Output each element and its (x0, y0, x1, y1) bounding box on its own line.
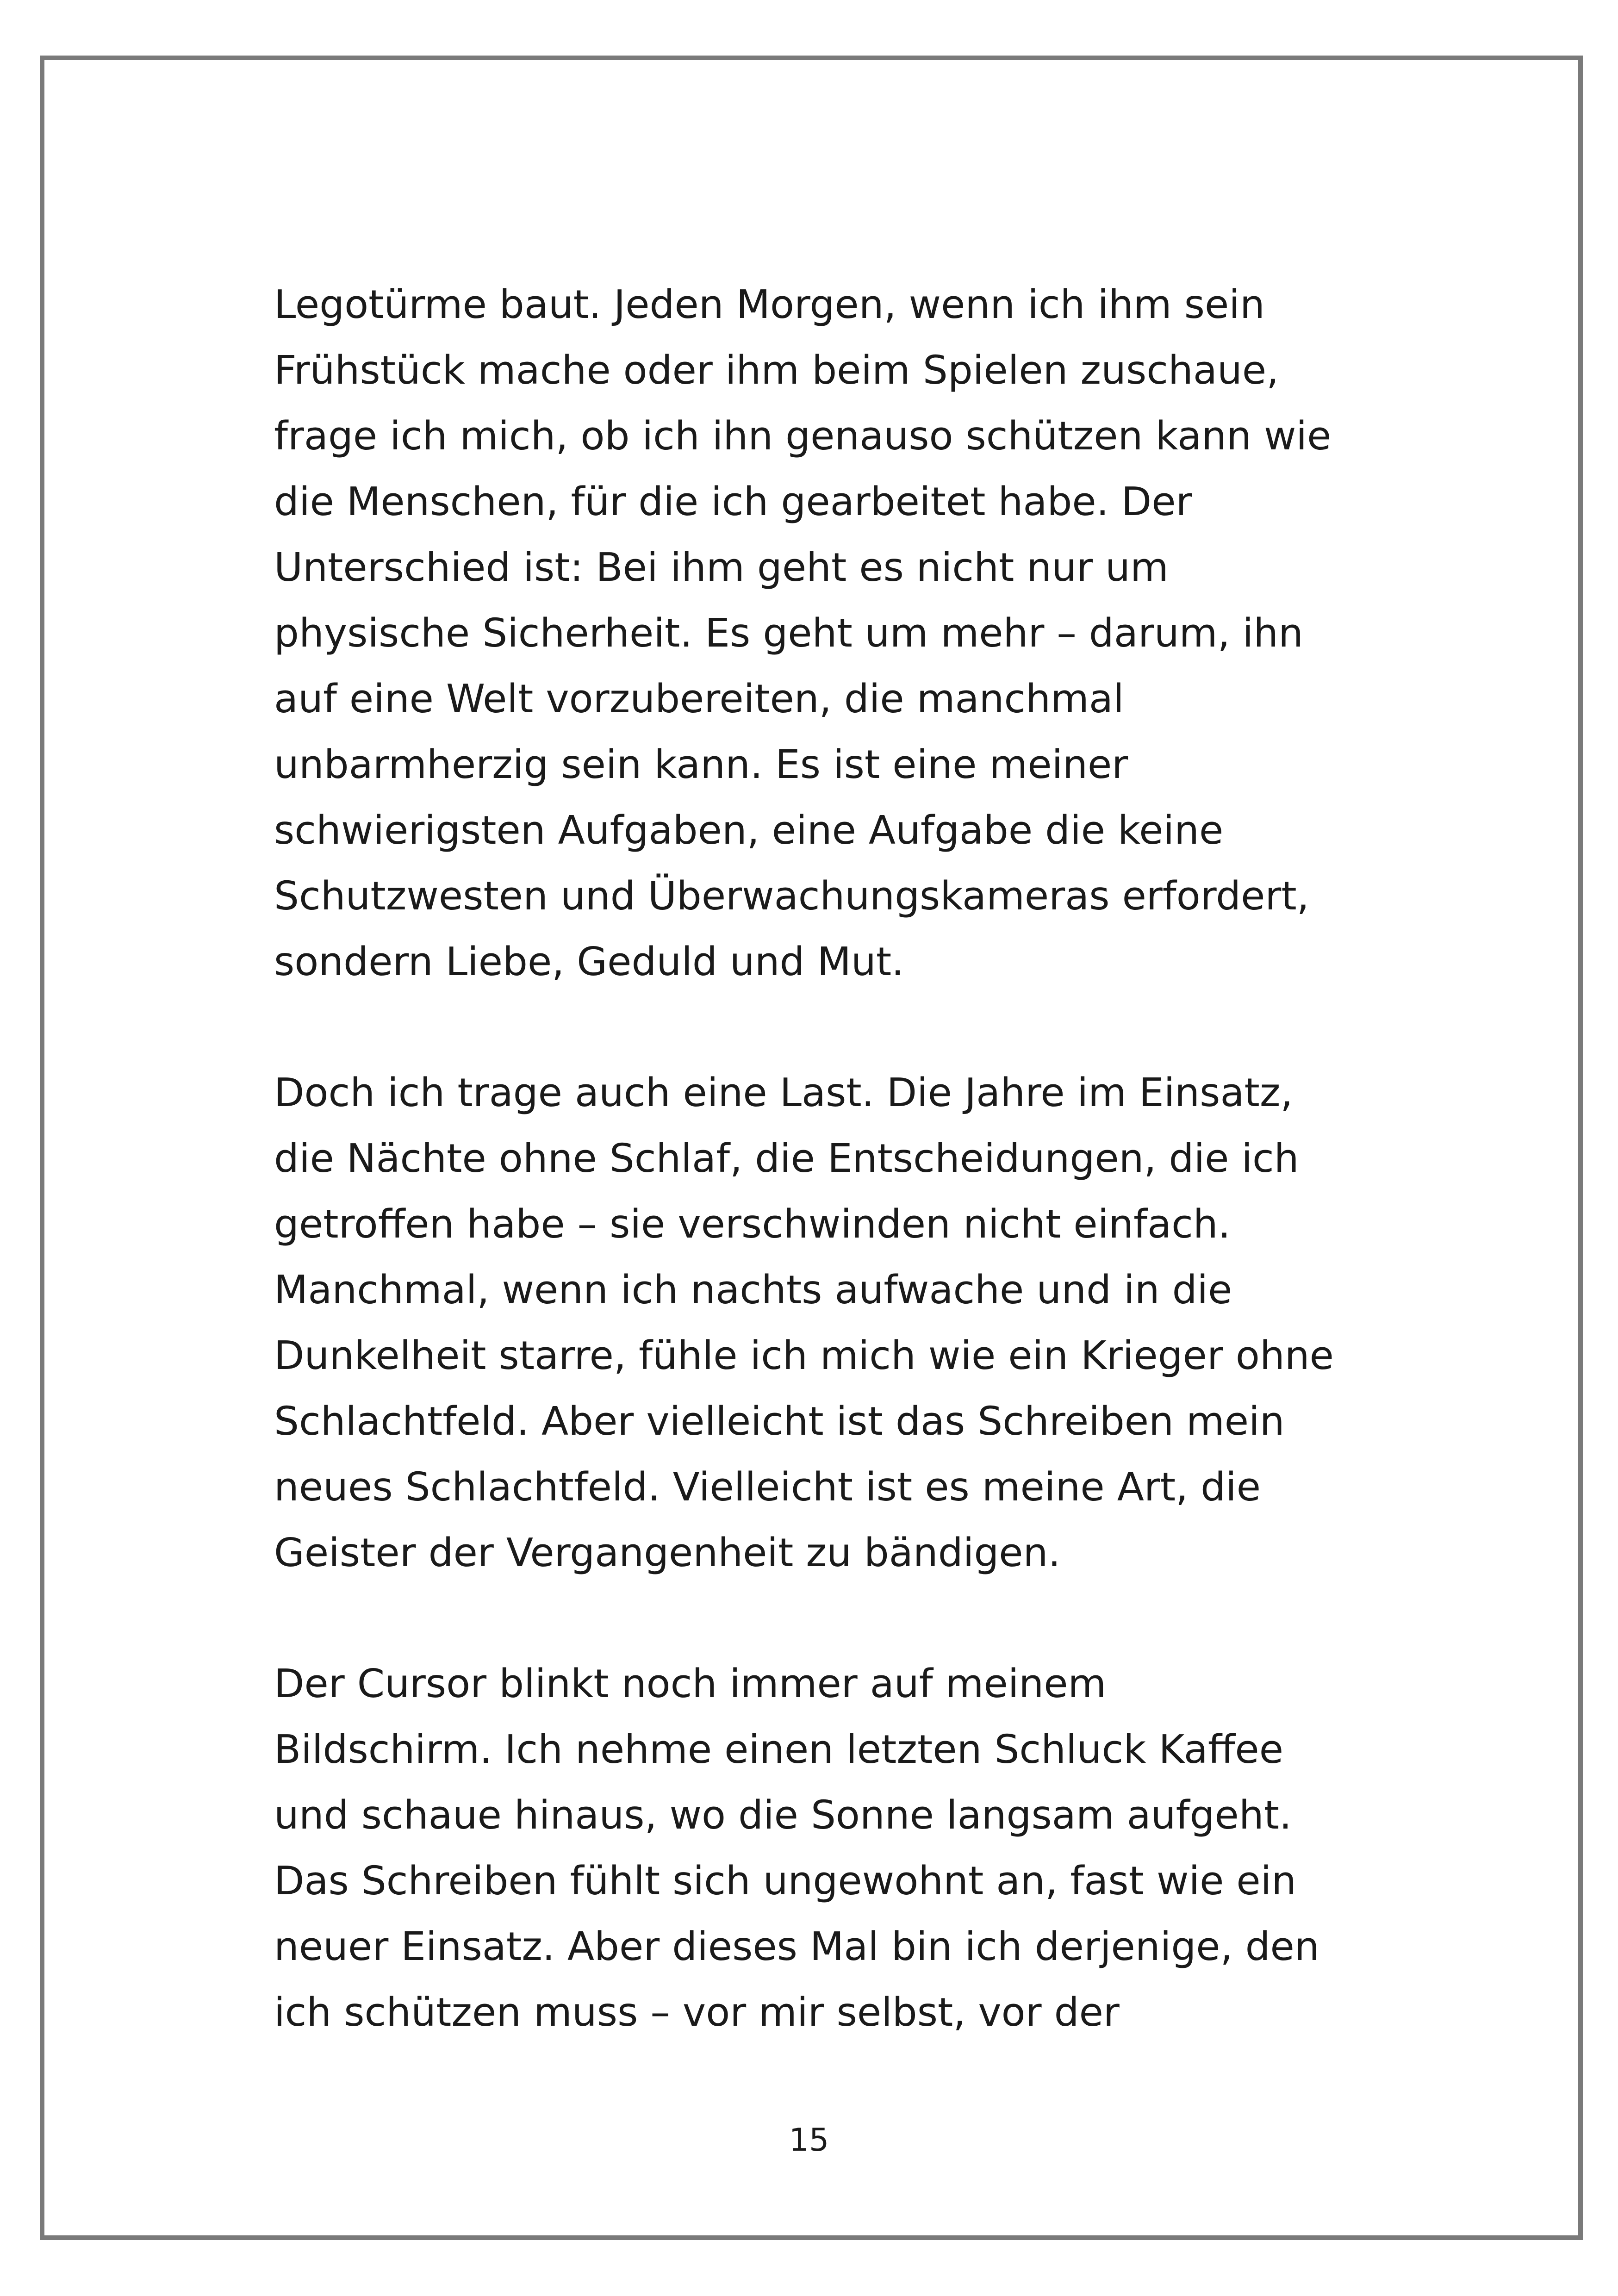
paragraph-3 (274, 1651, 1352, 2046)
text-line: getroffen habe – sie verschwinden nicht einfach. (274, 1201, 1231, 1247)
paragraph-spacer (274, 995, 1352, 1060)
text-line: und schaue hinaus, wo die Sonne langsam aufgeht. (274, 1792, 1292, 1838)
text-line: Geister der Vergangenheit zu bändigen. (274, 1530, 1061, 1576)
text-line: Bildschirm. Ich nehme einen letzten Schluck Kaffee (274, 1727, 1283, 1773)
text-line: sondern Liebe, Geduld und Mut. (274, 939, 904, 985)
paragraph-1 (274, 272, 1352, 995)
paragraph-2 (274, 1060, 1352, 1586)
text-line: physische Sicherheit. Es geht um mehr – darum, ihn (274, 610, 1303, 656)
page-number: 15 (789, 2122, 829, 2159)
text-line: Schlachtfeld. Aber vielleicht ist das Schreiben mein (274, 1399, 1285, 1444)
text-line: Dunkelheit starre, fühle ich mich wie ein Krieger ohne (274, 1333, 1334, 1379)
text-line: auf eine Welt vorzubereiten, die manchmal (274, 676, 1124, 722)
text-line: die Menschen, für die ich gearbeitet habe. Der (274, 479, 1192, 525)
text-line: frage ich mich, ob ich ihn genauso schützen kann wie (274, 413, 1332, 459)
text-line: schwierigsten Aufgaben, eine Aufgabe die keine (274, 808, 1224, 853)
text-line: neuer Einsatz. Aber dieses Mal bin ich derjenige, den (274, 1924, 1319, 1970)
text-line: ich schützen muss – vor mir selbst, vor der (274, 1990, 1120, 2035)
text-line: unbarmherzig sein kann. Es ist eine meiner (274, 742, 1128, 788)
text-line: Schutzwesten und Überwachungskameras erfordert, (274, 873, 1309, 919)
text-line: Das Schreiben fühlt sich ungewohnt an, fast wie ein (274, 1858, 1297, 1904)
text-line: Doch ich trage auch eine Last. Die Jahre im Einsatz, (274, 1070, 1293, 1116)
paragraph-spacer (274, 1586, 1352, 1651)
text-line: Frühstück mache oder ihm beim Spielen zuschaue, (274, 348, 1279, 393)
body-text (274, 272, 1352, 2046)
text-line: Der Cursor blinkt noch immer auf meinem (274, 1661, 1107, 1707)
text-line: die Nächte ohne Schlaf, die Entscheidungen, die ich (274, 1136, 1299, 1182)
text-line: Manchmal, wenn ich nachts aufwache und in die (274, 1267, 1232, 1313)
text-line: Legotürme baut. Jeden Morgen, wenn ich ihm sein (274, 282, 1265, 328)
text-line: Unterschied ist: Bei ihm geht es nicht nur um (274, 545, 1169, 591)
text-line: neues Schlachtfeld. Vielleicht ist es meine Art, die (274, 1464, 1261, 1510)
